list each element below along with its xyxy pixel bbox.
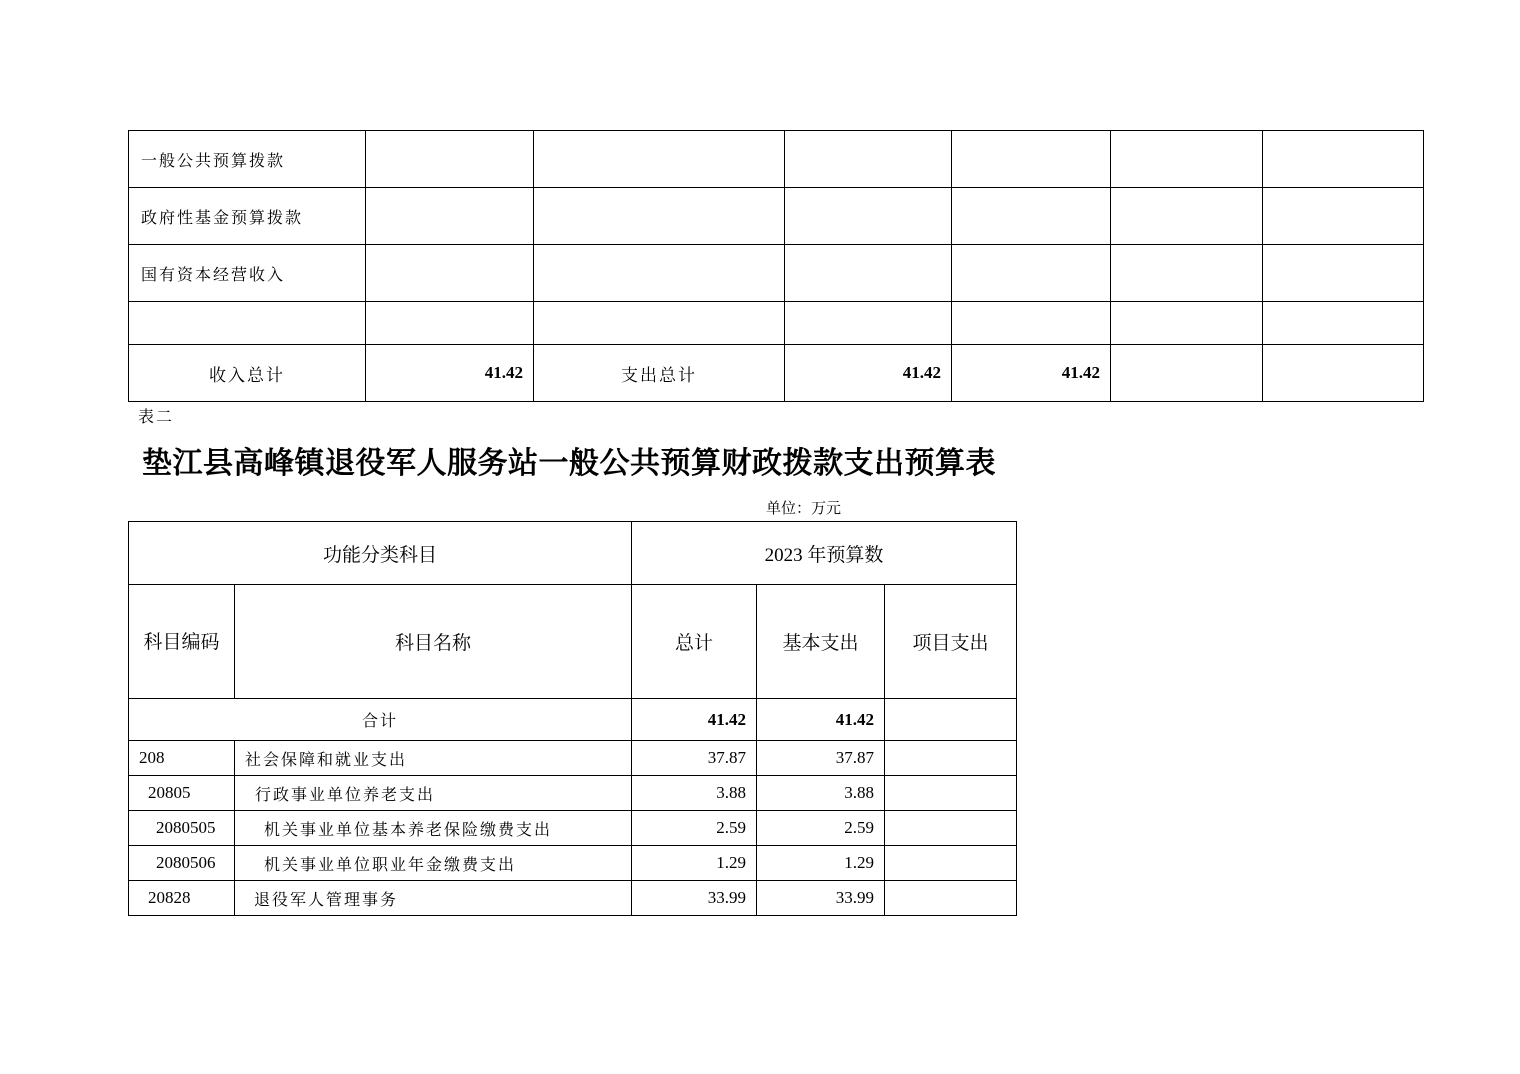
row-total: 1.29 <box>632 846 757 881</box>
total-row <box>129 345 1424 402</box>
row-basic: 1.29 <box>757 846 885 881</box>
table-row <box>129 776 1017 811</box>
sum-label: 合计 <box>129 699 632 741</box>
name-header: 科目名称 <box>235 585 632 699</box>
income-total-label: 收入总计 <box>129 345 366 402</box>
income-total-value: 41.42 <box>366 345 534 402</box>
row-total: 33.99 <box>632 881 757 916</box>
expenditure-budget-table <box>128 521 1017 916</box>
expense-total-value-2: 41.42 <box>952 345 1111 402</box>
subject-code: 2080505 <box>129 811 235 846</box>
table-row <box>129 245 1424 302</box>
sum-project <box>885 699 1017 741</box>
table-caption-tag: 表二 <box>138 407 175 426</box>
subject-name: 机关事业单位基本养老保险缴费支出 <box>235 811 632 846</box>
expense-total-value: 41.42 <box>785 345 952 402</box>
subject-code: 2080506 <box>129 846 235 881</box>
page-title: 垫江县高峰镇退役军人服务站一般公共预算财政拨款支出预算表 <box>142 447 996 480</box>
basic-header: 基本支出 <box>757 585 885 699</box>
row-label: 一般公共预算拨款 <box>129 131 366 188</box>
expense-total-label: 支出总计 <box>534 345 785 402</box>
table-row <box>129 881 1017 916</box>
code-header: 科目编码 <box>129 585 235 699</box>
row-project <box>885 776 1017 811</box>
row-label: 政府性基金预算拨款 <box>129 188 366 245</box>
table-row <box>129 131 1424 188</box>
row-total: 3.88 <box>632 776 757 811</box>
sum-basic: 41.42 <box>757 699 885 741</box>
table-row <box>129 188 1424 245</box>
subject-code: 208 <box>129 741 235 776</box>
subject-name: 机关事业单位职业年金缴费支出 <box>235 846 632 881</box>
row-basic: 3.88 <box>757 776 885 811</box>
table-row <box>129 811 1017 846</box>
row-basic: 37.87 <box>757 741 885 776</box>
subject-name: 社会保障和就业支出 <box>235 741 632 776</box>
sum-row <box>129 699 1017 741</box>
row-label: 国有资本经营收入 <box>129 245 366 302</box>
row-total: 2.59 <box>632 811 757 846</box>
table-row <box>129 741 1017 776</box>
header-row <box>129 585 1017 699</box>
row-total: 37.87 <box>632 741 757 776</box>
total-header: 总计 <box>632 585 757 699</box>
row-label <box>129 302 366 345</box>
project-header: 项目支出 <box>885 585 1017 699</box>
subject-name: 行政事业单位养老支出 <box>235 776 632 811</box>
subject-code: 20828 <box>129 881 235 916</box>
row-basic: 2.59 <box>757 811 885 846</box>
income-expense-table <box>128 130 1424 402</box>
subject-code: 20805 <box>129 776 235 811</box>
budget-year-header: 2023 年预算数 <box>632 522 1017 585</box>
table-row <box>129 846 1017 881</box>
subject-name: 退役军人管理事务 <box>235 881 632 916</box>
row-project <box>885 881 1017 916</box>
row-project <box>885 741 1017 776</box>
header-row <box>129 522 1017 585</box>
row-project <box>885 846 1017 881</box>
row-basic: 33.99 <box>757 881 885 916</box>
table-row <box>129 302 1424 345</box>
func-category-header: 功能分类科目 <box>129 522 632 585</box>
sum-total: 41.42 <box>632 699 757 741</box>
row-project <box>885 811 1017 846</box>
unit-label: 单位：万元 <box>766 499 842 517</box>
